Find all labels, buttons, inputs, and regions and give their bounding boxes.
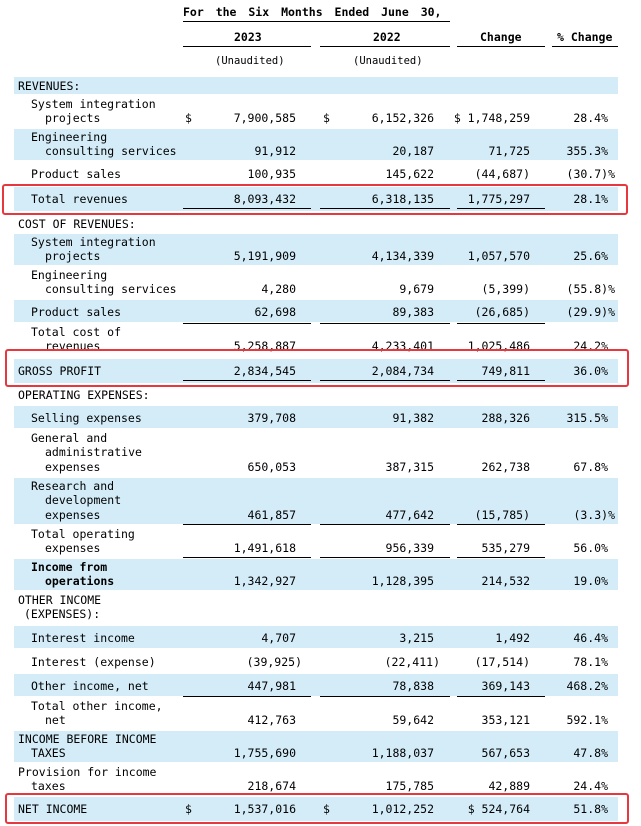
highlight-gross-profit — [5, 349, 629, 387]
value-pct: (30.7)% — [566, 167, 615, 181]
value-2023: 1,755,690 — [233, 746, 296, 760]
value-pct: (3.3)% — [573, 508, 615, 522]
value-2023: 1,342,927 — [233, 574, 296, 588]
value-2023: 91,912 — [254, 144, 296, 158]
currency-2022: $ — [323, 111, 330, 125]
value-2022: 20,187 — [392, 144, 434, 158]
value-change: 1,057,570 — [467, 249, 530, 263]
year-2022-header: 2022 — [373, 30, 401, 44]
value-2023: 1,537,016 — [233, 802, 296, 816]
row-selling-expenses — [14, 406, 618, 428]
period-header: For the Six Months Ended June 30, — [183, 5, 442, 19]
row-cor-product-sales — [14, 300, 618, 322]
highlight-total-revenues — [2, 184, 628, 215]
row-rev-engineering — [14, 129, 618, 160]
section-label: OPERATING EXPENSES: — [18, 388, 150, 402]
row-label: revenues — [45, 339, 101, 352]
value-2023: (39,925) — [246, 655, 302, 669]
pct-change-header: % Change — [557, 30, 613, 44]
value-change: (26,685) — [474, 305, 530, 319]
value-2022: 78,838 — [392, 679, 434, 693]
row-label: net — [45, 713, 66, 727]
row-label: Total operating — [31, 527, 135, 541]
row-label: INCOME BEFORE INCOME — [18, 732, 157, 746]
value-2022: 91,382 — [392, 411, 434, 425]
value-change: 42,889 — [488, 779, 530, 793]
value-pct: 36.0% — [573, 364, 608, 378]
row-provision-income-taxes — [14, 764, 618, 795]
value-2022: 387,315 — [385, 460, 434, 474]
value-pct: 592.1% — [566, 713, 608, 727]
section-label: COST OF REVENUES: — [18, 217, 136, 231]
value-pct: 19.0% — [573, 574, 608, 588]
underline — [183, 696, 311, 697]
row-label: expenses — [45, 460, 101, 474]
row-label: projects — [45, 249, 101, 263]
value-2022: 6,318,135 — [371, 192, 434, 206]
row-label: administrative — [45, 445, 142, 459]
value-2022: 1,012,252 — [371, 802, 434, 816]
value-pct: 56.0% — [573, 541, 608, 555]
underline — [457, 524, 545, 525]
row-total-other-income — [14, 698, 618, 729]
section-label: REVENUES: — [18, 79, 81, 93]
value-change: 214,532 — [481, 574, 530, 588]
value-2022: 175,785 — [385, 779, 434, 793]
year-2023-underline — [183, 46, 311, 47]
section-operating-expenses — [14, 386, 618, 403]
row-income-from-operations — [14, 559, 618, 590]
value-2022: 956,339 — [385, 541, 434, 555]
value-2022: 145,622 — [385, 167, 434, 181]
row-research-development — [14, 478, 618, 524]
pct-change-underline — [552, 46, 618, 47]
value-pct: 28.1% — [573, 192, 608, 206]
value-2023: 650,053 — [247, 460, 296, 474]
underline — [320, 557, 450, 558]
value-pct: (29.9)% — [566, 305, 615, 319]
value-2022: 9,679 — [399, 282, 434, 296]
row-label: consulting services — [45, 144, 177, 158]
value-change: (5,399) — [481, 282, 530, 296]
value-pct: 46.4% — [573, 631, 608, 645]
value-2022: 4,233,401 — [371, 339, 434, 352]
value-2023: 5,191,909 — [233, 249, 296, 263]
row-label: Total revenues — [31, 192, 128, 206]
value-pct: 468.2% — [566, 679, 608, 693]
row-label: Total cost of — [31, 325, 122, 339]
value-pct: 51.8% — [573, 802, 608, 816]
value-pct: 24.2% — [573, 339, 608, 352]
underline — [457, 557, 545, 558]
row-rev-system-integration — [14, 96, 618, 127]
value-pct: 25.6% — [573, 249, 608, 263]
value-change: 262,738 — [481, 460, 530, 474]
row-label: GROSS PROFIT — [18, 364, 102, 378]
value-pct: 24.4% — [573, 779, 608, 793]
row-label: projects — [45, 111, 101, 125]
value-pct: 315.5% — [566, 411, 608, 425]
value-2023: 62,698 — [254, 305, 296, 319]
row-label: NET INCOME — [18, 802, 88, 816]
row-label: General and — [31, 431, 108, 445]
value-2022: 2,084,734 — [371, 364, 434, 378]
underline — [320, 696, 450, 697]
value-2022: 3,215 — [399, 631, 434, 645]
unaudited-2023: (Unaudited) — [215, 55, 285, 67]
value-change: 1,492 — [495, 631, 530, 645]
row-label: Engineering — [31, 130, 108, 144]
row-label: Interest (expense) — [31, 655, 156, 669]
value-2022: 6,152,326 — [371, 111, 434, 125]
currency-2023: $ — [185, 111, 192, 125]
value-pct: 78.1% — [573, 655, 608, 669]
year-2022-underline — [320, 46, 450, 47]
row-cor-system-integration — [14, 234, 618, 265]
value-change: 288,326 — [481, 411, 530, 425]
highlight-net-income — [5, 793, 629, 824]
row-label: System integration — [31, 97, 156, 111]
row-label: development — [45, 493, 122, 507]
value-2023: 218,674 — [247, 779, 296, 793]
value-2023: 7,900,585 — [233, 111, 296, 125]
value-pct: 355.3% — [566, 144, 608, 158]
value-2022: 477,642 — [385, 508, 434, 522]
value-2022: (22,411) — [384, 655, 440, 669]
row-label: operations — [45, 574, 115, 588]
period-underline — [183, 21, 450, 22]
value-2023: 2,834,545 — [233, 364, 296, 378]
row-label: Engineering — [31, 268, 108, 282]
underline — [183, 557, 311, 558]
row-other-income-net — [14, 674, 618, 696]
value-change: 353,121 — [481, 713, 530, 727]
currency-2022: $ — [323, 802, 330, 816]
row-label: Interest income — [31, 631, 135, 645]
value-pct: (55.8)% — [566, 282, 615, 296]
value-change: (17,514) — [474, 655, 530, 669]
row-total-operating-expenses — [14, 526, 618, 557]
value-pct: 28.4% — [573, 111, 608, 125]
value-2023: 461,857 — [247, 508, 296, 522]
row-income-before-taxes — [14, 731, 618, 762]
section-label: (EXPENSES): — [24, 607, 101, 621]
value-change: 1,775,297 — [467, 192, 530, 206]
value-2022: 59,642 — [392, 713, 434, 727]
value-2022: 1,128,395 — [371, 574, 434, 588]
underline — [457, 696, 545, 697]
row-cor-engineering — [14, 267, 618, 298]
value-2023: 447,981 — [247, 679, 296, 693]
section-label: OTHER INCOME — [18, 593, 102, 607]
row-label: Product sales — [31, 167, 122, 181]
value-2023: 379,708 — [247, 411, 296, 425]
value-change: $ 1,748,259 — [453, 111, 530, 125]
value-2023: 8,093,432 — [233, 192, 296, 206]
row-interest-expense — [14, 650, 618, 672]
section-other-income — [14, 592, 618, 623]
value-change: $ 524,764 — [467, 802, 530, 816]
row-label: Selling expenses — [31, 411, 142, 425]
value-change: 71,725 — [488, 144, 530, 158]
row-label: TAXES — [31, 746, 66, 760]
row-label: System integration — [31, 235, 156, 249]
value-pct: 67.8% — [573, 460, 608, 474]
row-label: Other income, net — [31, 679, 149, 693]
row-label: Provision for income — [18, 765, 157, 779]
value-change: 567,653 — [481, 746, 530, 760]
value-2023: 4,280 — [261, 282, 296, 296]
row-label: Income from — [31, 560, 108, 574]
section-cost-of-revenues — [14, 215, 618, 232]
value-2022: 1,188,037 — [371, 746, 434, 760]
unaudited-2022: (Unaudited) — [353, 55, 423, 67]
row-label: taxes — [31, 779, 66, 793]
value-change: 535,279 — [481, 541, 530, 555]
row-general-administrative — [14, 430, 618, 476]
value-change: (44,687) — [474, 167, 530, 181]
change-underline — [457, 46, 545, 47]
row-label: Research and — [31, 479, 115, 493]
change-header: Change — [480, 30, 522, 44]
value-change: (15,785) — [474, 508, 530, 522]
row-label: Total other income, — [31, 699, 163, 713]
value-2022: 89,383 — [392, 305, 434, 319]
row-rev-product-sales — [14, 162, 618, 184]
currency-2023: $ — [185, 802, 192, 816]
underline — [183, 524, 311, 525]
value-2023: 4,707 — [261, 631, 296, 645]
value-change: 369,143 — [481, 679, 530, 693]
row-interest-income — [14, 626, 618, 648]
value-2023: 412,763 — [247, 713, 296, 727]
value-change: 749,811 — [481, 364, 530, 378]
row-label: consulting services — [45, 282, 177, 296]
row-label: expenses — [45, 508, 101, 522]
section-revenues — [14, 77, 618, 94]
value-change: 1,025,486 — [467, 339, 530, 352]
value-2023: 1,491,618 — [233, 541, 296, 555]
year-2023-header: 2023 — [234, 30, 262, 44]
row-total-cost-of-revenues — [14, 324, 618, 352]
underline — [320, 524, 450, 525]
row-label: Product sales — [31, 305, 122, 319]
value-2022: 4,134,339 — [371, 249, 434, 263]
row-label: expenses — [45, 541, 101, 555]
value-pct: 47.8% — [573, 746, 608, 760]
value-2023: 100,935 — [247, 167, 296, 181]
value-2023: 5,258,887 — [233, 339, 296, 352]
